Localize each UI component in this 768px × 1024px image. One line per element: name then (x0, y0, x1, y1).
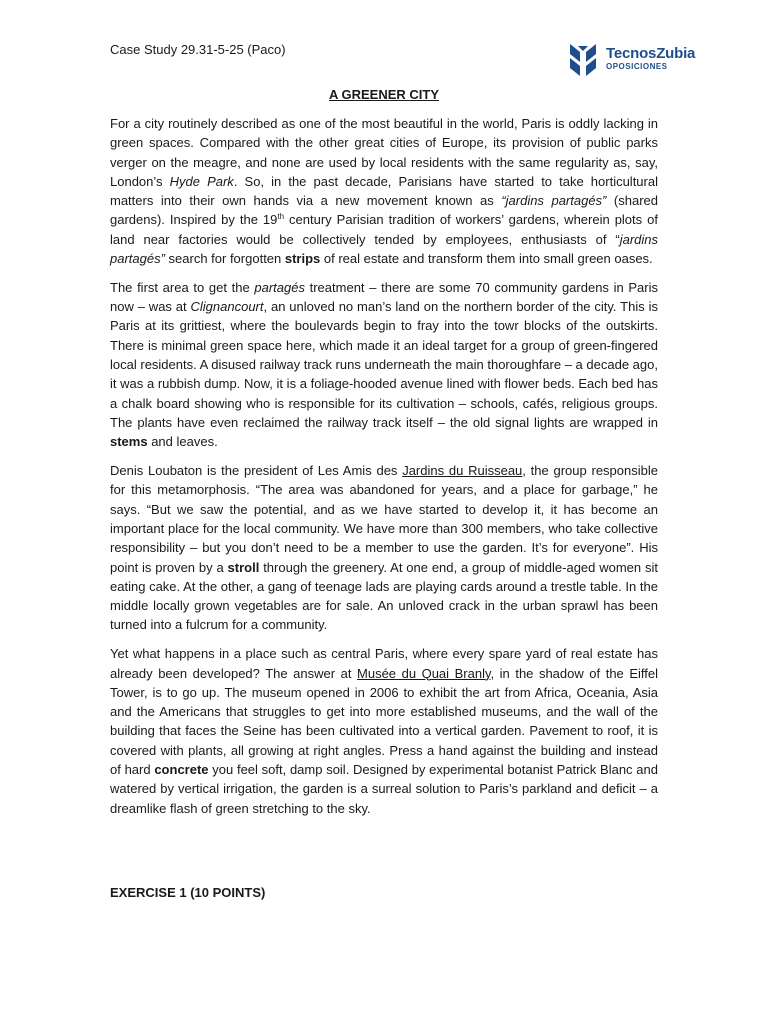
article-body (110, 114, 658, 818)
italic-term: Clignancourt (190, 299, 264, 315)
text-run: The first area to get the (110, 279, 255, 295)
document-title: A GREENER CITY (328, 87, 440, 102)
text-run: search for forgotten (164, 251, 285, 267)
text-run: Yet what happens in a place such as central Paris, where every spare yard of real estate has already been developed? The answer at (110, 646, 658, 681)
superscript: th (277, 212, 285, 222)
text-run: . So, in the past decade, Parisians have started to take horticultural matters into their own hands via a new movement known as (110, 173, 658, 209)
text-run: (shared gardens). Inspired by the 19 (110, 193, 658, 228)
text-run: For a city routinely described as one of the most beautiful in the world, Paris is oddly lacking in green spaces. Compared with the other great cities of Europe, its provision of public parks verger on the meagre, and none are used by local residents with the same regularity as, say, London’s (110, 116, 658, 189)
text-run: treatment – there are some 70 community gardens in Paris now – was at (110, 279, 658, 315)
text-run: through the greenery. At one end, a group of middle-aged women sit eating cake. At the other, a gang of teenage lads are playing cards around a trestle table. In the middle locally grown vegetables are for sale. An unloved crack in the urban sprawl has been turned into a fulcrum for a community. (110, 559, 658, 633)
paragraph (110, 114, 658, 268)
text-run: , an unloved no man’s land on the northern border of the city. This is Paris at its grittiest, where the boulevards begin to fray into the towr blocks of the outskirts. There is minimal green space here, which made it an ideal target for a group of green-fingered local residents. A disused railway track runs underneath the main thoroughfare – a decade ago, it was a rubbish dump. Now, it is a foliage-hooded avenue lined with flower beds. Each bed has a chalk board showing who is responsible for its cultivation – schools, cafés, religious groups. The plants have even reclaimed the railway track itself – the old signal lights are wrapped in (110, 299, 658, 430)
tecnoszubia-logo (568, 42, 728, 78)
underlined-term: Jardins du Ruisseau (402, 463, 523, 479)
text-run: Denis Loubaton is the president of Les Amis des (110, 463, 403, 479)
italic-term: Hyde Park (169, 173, 234, 189)
text-run: and leaves. (147, 434, 218, 450)
paragraph (110, 278, 658, 452)
case-study-label: Case Study 29.31-5-25 (Paco) (110, 42, 286, 57)
text-run: you feel soft, damp soil. Designed by experimental botanist Patrick Blanc and watered by vertical irrigation, the garden is a surreal solution to Paris’s parkland and deficit – a dreamlike flash of green stretching to the sky. (110, 762, 658, 816)
italic-term: jardins partagés” (110, 231, 658, 267)
exercise-heading: EXERCISE 1 (10 POINTS) (110, 885, 266, 900)
underlined-term: Musée du Quai Branly (357, 665, 491, 681)
bold-term: concrete (154, 762, 209, 777)
bold-term: strips (284, 251, 321, 267)
bold-term: stems (110, 434, 148, 450)
tecnoszubia-logo-icon (568, 42, 598, 78)
logo-name: TecnosZubia (606, 45, 696, 62)
bold-term: stroll (227, 559, 260, 575)
paragraph (110, 644, 658, 818)
text-run: , in the shadow of the Eiffel Tower, is to go up. The museum opened in 2006 to exhibit the art from Africa, Oceania, Asia and the Americans that struggles to get into more established museums, and the wall of the building that faces the Seine has been cultivated into a vertical garden. Pavement to roof, it is covered with plants, all growing at right angles. Press a hand against the building and instead of hard (110, 665, 658, 777)
italic-term: partagés (254, 279, 305, 295)
italic-term: “jardins partagés” (501, 193, 607, 209)
paragraph (110, 461, 658, 635)
logo-subtitle: OPOSICIONES (606, 62, 668, 71)
text-run: of real estate and transform them into small green oases. (320, 251, 653, 267)
text-run: , the group responsible for this metamorphosis. “The area was abandoned for years, and a place for garbage,” he says. “But we saw the potential, and as we have started to develop it, it has become an important place for the local community. We have more than 300 members, who take collective responsibility – but you don’t need to be a member to use the garden. It’s for everyone”. His point is proven by a (110, 463, 658, 575)
text-run: century Parisian tradition of workers’ gardens, wherein plots of land near factories would be collectively tended by employees, enthusiasts of “ (110, 212, 658, 247)
